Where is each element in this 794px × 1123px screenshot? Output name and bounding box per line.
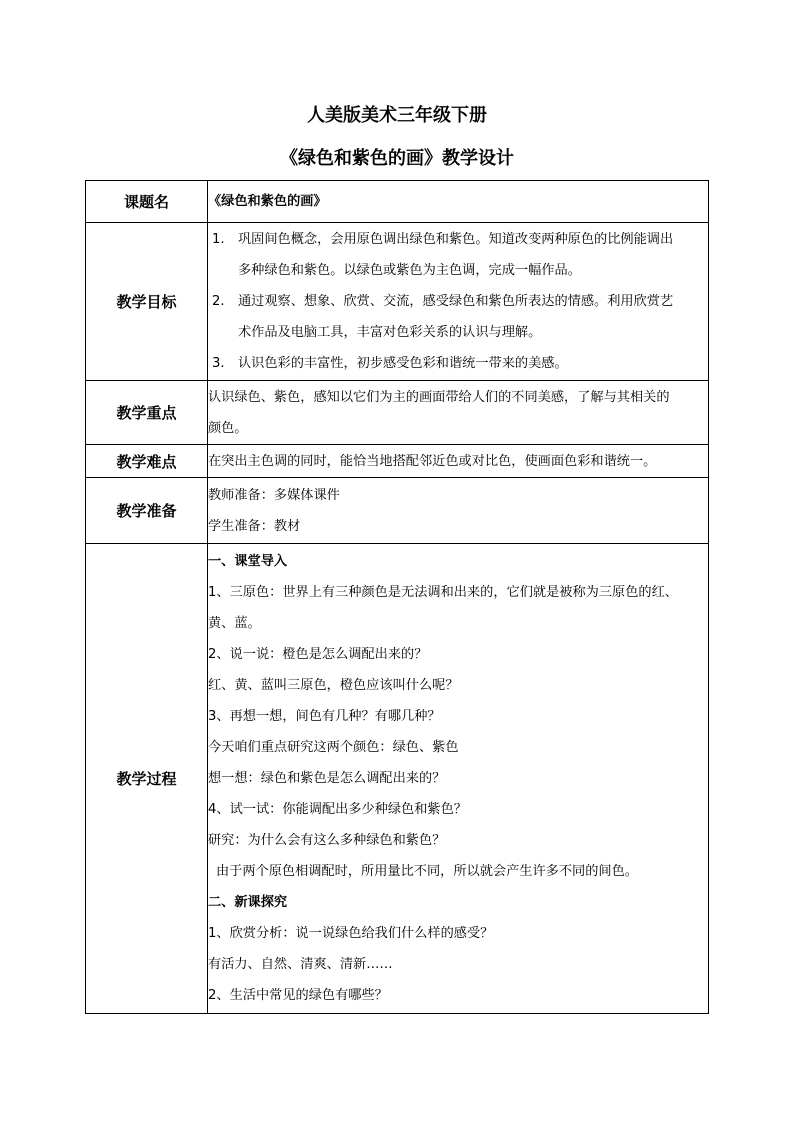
value-process [208,544,709,1014]
topic-text: 《绿色和紫色的画》 [208,194,327,209]
label-goals: 教学目标 [86,223,208,381]
teacher-preparation: 教师准备：多媒体课件 [208,487,340,503]
difficulties-text: 在突出主色调的同时，能恰当地搭配邻近色或对比色，使画面色彩和谐统一。 [208,453,657,469]
lesson-plan-table [85,180,709,1014]
process-line: 今天咱们重点研究这两个颜色：绿色、紫色 [208,740,459,755]
table-row-process [86,544,709,1014]
student-preparation: 学生准备：教材 [208,518,301,534]
key-points-line-2: 颜色。 [208,420,248,436]
table-row-key-points [86,381,709,445]
table-row-topic [86,181,709,223]
label-difficulties: 教学难点 [86,445,208,478]
process-line: 1、欣赏分析：说一说绿色给我们什么样的感受？ [208,926,494,941]
value-key-points [208,381,709,445]
process-line: 黄、蓝。 [208,616,261,631]
label-process: 教学过程 [86,544,208,1014]
value-difficulties [208,445,709,478]
goal-item-3: 3. 认识色彩的丰富性，初步感受色彩和谐统一带来的美感。 [212,356,568,371]
document-subtitle: 《绿色和紫色的画》教学设计 [280,148,514,169]
value-topic [208,181,709,223]
label-key-points: 教学重点 [86,381,208,445]
document-title: 人美版美术三年级下册 [307,105,487,126]
process-line: 由于两个原色相调配时，所用量比不同，所以就会产生许多不同的间色。 [216,864,638,879]
process-line: 一、课堂导入 [208,554,288,569]
table-row-goals [86,223,709,381]
value-preparation [208,478,709,544]
value-goals [208,223,709,381]
goal-item-1-cont: 多种绿色和紫色。以绿色或紫色为主色调，完成一幅作品。 [238,263,581,278]
process-line: 有活力、自然、清爽、清新…… [208,957,393,972]
goal-item-2-cont: 术作品及电脑工具，丰富对色彩关系的认识与理解。 [238,325,542,340]
process-line: 想一想：绿色和紫色是怎么调配出来的？ [208,771,446,786]
process-line: 1、三原色：世界上有三种颜色是无法调和出来的，它们就是被称为三原色的红、 [208,585,678,600]
process-line: 2、说一说：橙色是怎么调配出来的？ [208,647,428,662]
process-line: 2、生活中常见的绿色有哪些？ [208,988,388,1003]
process-line: 研究：为什么会有这么多种绿色和紫色？ [208,833,446,848]
goal-item-1: 1. 巩固间色概念，会用原色调出绿色和紫色。知道改变两种原色的比例能调出 [212,232,674,247]
key-points-line-1: 认识绿色、紫色，感知以它们为主的画面带给人们的不同美感，了解与其相关的 [208,389,670,405]
process-line: 3、再想一想，间色有几种？有哪几种？ [208,709,441,724]
process-line: 红、黄、蓝叫三原色，橙色应该叫什么呢？ [208,678,459,693]
process-line: 4、试一试：你能调配出多少种绿色和紫色？ [208,802,467,817]
label-preparation: 教学准备 [86,478,208,544]
label-topic: 课题名 [86,181,208,223]
goal-item-2: 2. 通过观察、想象、欣赏、交流，感受绿色和紫色所表达的情感。利用欣赏艺 [212,294,674,309]
table-row-difficulties [86,445,709,478]
process-line: 二、新课探究 [208,895,288,910]
table-row-preparation [86,478,709,544]
